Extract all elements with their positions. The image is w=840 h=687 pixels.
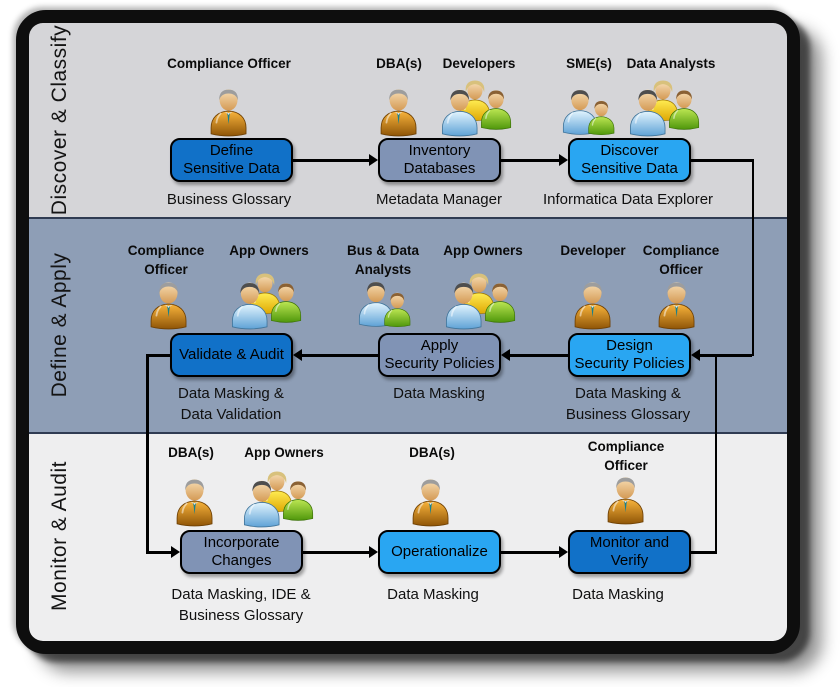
connector-operationalize-to-monitor [501, 551, 559, 554]
connector-incorporate-to-operationalize [303, 551, 369, 554]
connector-into-design [700, 354, 752, 357]
tool-data-masking-ide-glossary: Data Masking, IDE & Business Glossary [171, 586, 311, 624]
tool-data-masking-validation: Data Masking & Data Validation [178, 385, 284, 423]
connector-monitor-feedback-v [715, 354, 718, 553]
role-compliance-officer: Compliance Officer [167, 56, 291, 71]
connector-design-to-apply [510, 354, 568, 357]
role-dbas: DBA(s) [168, 445, 214, 460]
tool-data-masking-glossary: Data Masking & Business Glossary [565, 385, 691, 423]
compliance-officer-icon [654, 278, 700, 335]
app-owners-icon [442, 271, 524, 338]
tool-data-masking: Data Masking [387, 586, 479, 603]
role-app-owners: App Owners [244, 445, 324, 460]
arrowhead-icon [501, 349, 510, 361]
tool-data-masking: Data Masking [393, 385, 485, 402]
arrowhead-icon [171, 546, 180, 558]
tool-data-masking: Data Masking [572, 586, 664, 603]
connector-apply-to-validate [302, 354, 378, 357]
role-dbas: DBA(s) [409, 445, 455, 460]
tool-metadata-manager: Metadata Manager [376, 191, 502, 208]
smes-icon [558, 85, 620, 144]
design-security-policies-box: Design Security Policies [568, 333, 691, 377]
connector-monitor-elbow-h [691, 551, 717, 554]
connector-into-incorporate [146, 551, 172, 554]
bus-data-analysts-icon [354, 277, 416, 336]
role-compliance-officer: Compliance Officer [642, 243, 720, 277]
apply-security-policies-box: Apply Security Policies [378, 333, 501, 377]
define-sensitive-data-box: Define Sensitive Data [170, 138, 293, 182]
role-app-owners: App Owners [229, 243, 309, 258]
dbas-icon [172, 475, 218, 532]
data-analysts-icon [626, 78, 708, 145]
compliance-officer-icon [206, 85, 252, 142]
connector-discover-elbow-h [691, 159, 754, 162]
connector-define-to-inventory [293, 159, 370, 162]
connector-validate-elbow-h [146, 354, 170, 357]
band-label-monitor-audit: Monitor & Audit [48, 461, 71, 611]
band-label-define-apply: Define & Apply [48, 252, 71, 398]
validate-audit-box: Validate & Audit [170, 333, 293, 377]
arrowhead-icon [559, 154, 568, 166]
arrowhead-icon [369, 154, 378, 166]
tool-business-glossary: Business Glossary [166, 191, 292, 208]
developer-icon [570, 278, 616, 335]
role-developers: Developers [442, 56, 516, 71]
app-owners-icon [228, 271, 310, 338]
monitor-and-verify-box: Monitor and Verify [568, 530, 691, 574]
role-smes: SME(s) [566, 56, 612, 71]
dbas-icon [376, 85, 422, 142]
connector-inventory-to-discover [501, 159, 560, 162]
role-compliance-officer: Compliance Officer [127, 243, 205, 277]
compliance-officer-icon [603, 473, 649, 530]
role-app-owners: App Owners [443, 243, 523, 258]
connector-discover-elbow-v [752, 159, 755, 356]
arrowhead-icon [293, 349, 302, 361]
inventory-databases-box: Inventory Databases [378, 138, 501, 182]
dbas-icon [408, 475, 454, 532]
role-data-analysts: Data Analysts [626, 56, 716, 71]
role-dbas: DBA(s) [376, 56, 422, 71]
operationalize-box: Operationalize [378, 530, 501, 574]
role-compliance-officer: Compliance Officer [587, 439, 665, 473]
compliance-officer-icon [146, 278, 192, 335]
app-owners-icon [240, 469, 322, 536]
connector-validate-elbow-v [146, 354, 149, 552]
tool-informatica-data-explorer: Informatica Data Explorer [542, 191, 714, 208]
arrowhead-icon [559, 546, 568, 558]
developers-icon [438, 78, 520, 145]
role-bus-data-analysts: Bus & Data Analysts [346, 243, 420, 277]
slide-frame [16, 10, 800, 654]
band-label-discover-classify: Discover & Classify [48, 24, 71, 216]
incorporate-changes-box: Incorporate Changes [180, 530, 303, 574]
role-developer: Developer [560, 243, 626, 258]
arrowhead-icon [691, 349, 700, 361]
discover-sensitive-data-box: Discover Sensitive Data [568, 138, 691, 182]
arrowhead-icon [369, 546, 378, 558]
